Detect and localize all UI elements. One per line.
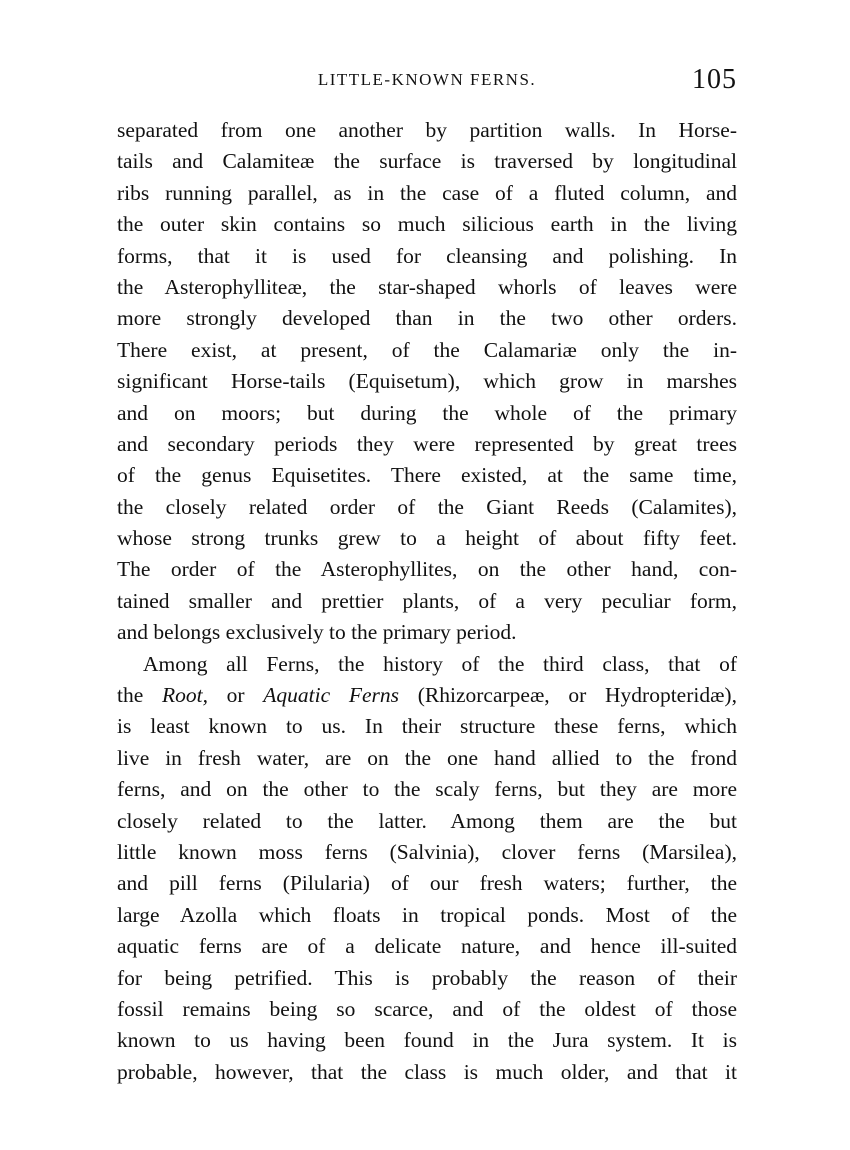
paragraph-last-line: and belongs exclusively to the primary period. [117,620,517,645]
text-line: The order of the Asterophyllites, on the other hand, con- [117,557,737,582]
text-line: whose strong trunks grew to a height of about fifty feet. [117,526,737,551]
text-line: the outer skin contains so much silicious earth in the living [117,212,737,237]
text-line: large Azolla which floats in tropical ponds. Most of the [117,902,737,927]
text-line: is least known to us. In their structure these ferns, which [117,714,737,739]
text-line: fossil remains being so scarce, and of the oldest of those [117,996,737,1021]
text-line: ribs running parallel, as in the case of a fluted column, and [117,180,737,205]
line-text: the [117,683,162,708]
text-line: tails and Calamiteæ the surface is traversed by longitudinal [117,149,737,174]
line-text: (Rhizorcarpeæ, or Hydropteridæ), [399,683,737,708]
text-line: probable, however, that the class is much older, and that it [117,1059,737,1084]
text-line: and pill ferns (Pilularia) of our fresh waters; further, the [117,871,737,896]
text-line: significant Horse-tails (Equisetum), which grow in marshes [117,369,737,394]
italic-term-root: Root, [161,683,208,708]
italic-term-aquatic-ferns: Aquatic Ferns [263,683,400,708]
text-line: aquatic ferns are of a delicate nature, and hence ill-suited [117,934,737,959]
text-line: forms, that it is used for cleansing and polishing. In [117,243,737,268]
text-line: for being petrified. This is probably the reason of their [117,965,737,990]
paragraph-first-line: Among all Ferns, the history of the third class, that of [143,651,737,676]
text-line: the Asterophylliteæ, the star-shaped whorls of leaves were [117,274,737,299]
text-line: There exist, at present, of the Calamariæ only the in- [117,337,737,362]
text-line: tained smaller and prettier plants, of a very peculiar form, [117,588,737,613]
running-head [117,64,737,104]
text-line: more strongly developed than in the two other orders. [117,306,737,331]
text-line: and on moors; but during the whole of the primary [117,400,737,425]
line-text: or [207,683,264,708]
page-number: 105 [692,64,737,95]
text-line: and secondary periods they were represented by great trees [117,431,737,456]
text-line: ferns, and on the other to the scaly ferns, but they are more [117,777,737,802]
text-line: live in fresh water, are on the one hand allied to the frond [117,745,737,770]
text-line: closely related to the latter. Among them are the but [117,808,737,833]
body-text [117,115,737,1088]
text-line: little known moss ferns (Salvinia), clover ferns (Marsilea), [117,839,737,864]
text-line: the closely related order of the Giant Reeds (Calamites), [117,494,737,519]
text-line: known to us having been found in the Jura system. It is [117,1028,737,1053]
text-line: of the genus Equisetites. There existed, at the same time, [117,463,737,488]
text-line-with-italics [117,680,737,711]
running-title: LITTLE-KNOWN FERNS. [317,70,537,89]
text-line: separated from one another by partition walls. In Horse- [117,118,737,142]
